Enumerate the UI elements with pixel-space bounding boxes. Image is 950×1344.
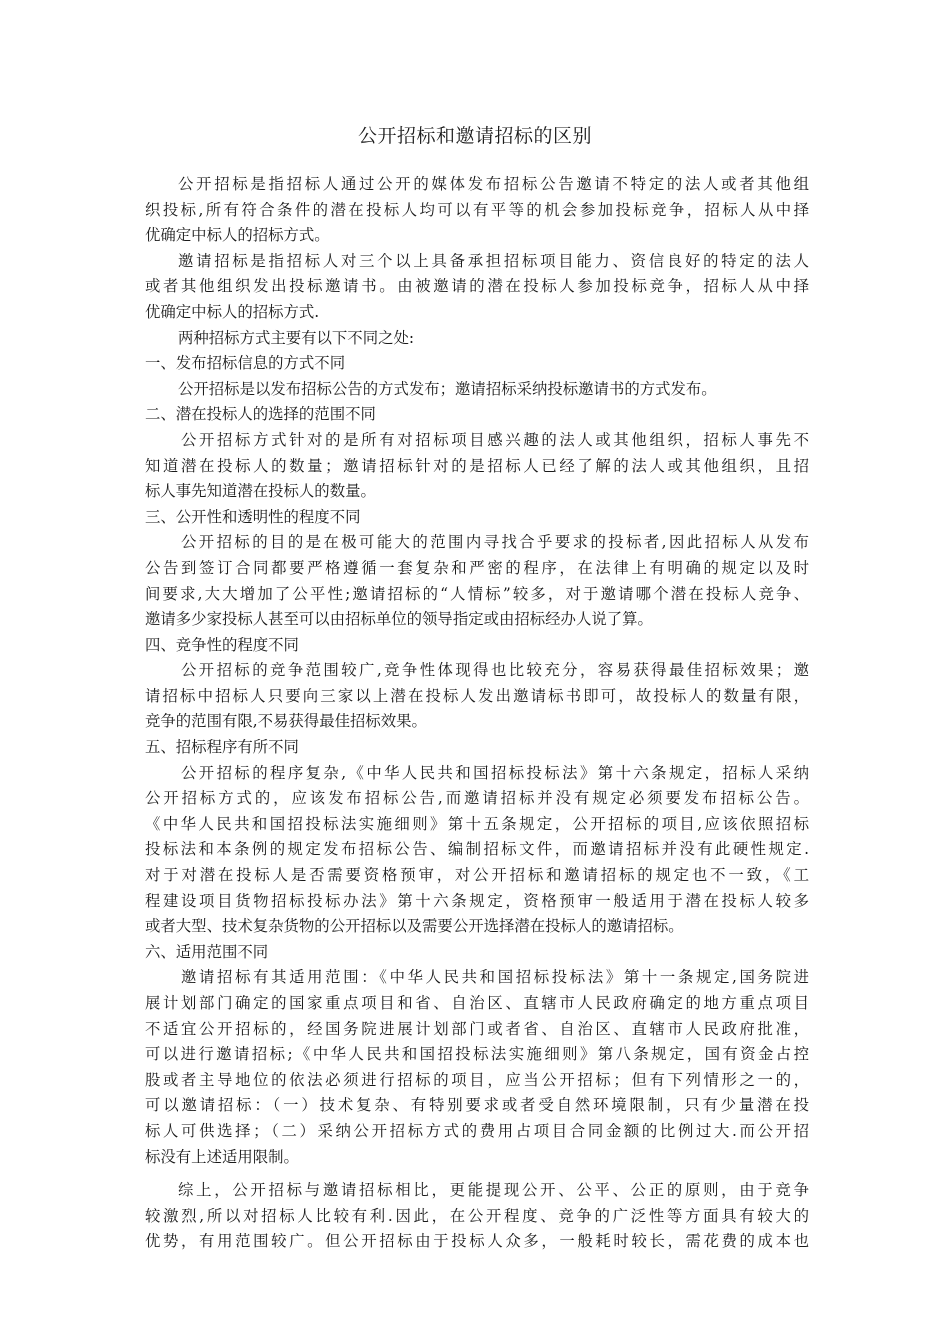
document-title: 公开招标和邀请招标的区别 bbox=[357, 125, 592, 147]
section-heading: 二、潜在投标人的选择的范围不同 bbox=[145, 405, 376, 424]
paragraph-line: 公开招标的目的是在极可能大的范围内寻找合乎要求的投标者,因此招标人从发布 bbox=[181, 533, 809, 552]
paragraph-line: 请招标中招标人只要向三家以上潜在投标人发出邀请标书即可，故投标人的数量有限， bbox=[145, 686, 809, 705]
paragraph-line: 或者其他组织发出投标邀请书。由被邀请的潜在投标人参加投标竞争，招标人从中择 bbox=[145, 277, 809, 296]
paragraph-line: 间要求,大大增加了公平性;邀请招标的“人情标”较多，对于邀请哪个潜在投标人竞争、 bbox=[145, 584, 809, 603]
paragraph-line: 标没有上述适用限制。 bbox=[145, 1147, 299, 1166]
paragraph-gap bbox=[145, 1170, 809, 1178]
paragraph-line: 邀请招标有其适用范围：《中华人民共和国招标投标法》第十一条规定,国务院进 bbox=[181, 968, 809, 987]
paragraph-line: 股或者主导地位的依法必须进行招标的项目，应当公开招标；但有下列情形之一的， bbox=[145, 1070, 809, 1089]
paragraph-line: 公告到签订合同都要严格遵循一套复杂和严密的程序，在法律上有明确的规定以及时 bbox=[145, 558, 809, 577]
document-body bbox=[145, 172, 809, 1255]
section-heading: 四、竞争性的程度不同 bbox=[145, 635, 299, 654]
paragraph-line: 公开招标方式针对的是所有对招标项目感兴趣的法人或其他组织，招标人事先不 bbox=[181, 430, 809, 449]
paragraph-line: 优势，有用范围较广。但公开招标由于投标人众多，一般耗时较长，需花费的成本也 bbox=[145, 1232, 809, 1251]
section-heading: 六、适用范围不同 bbox=[145, 942, 269, 961]
paragraph-line: 或者大型、技术复杂货物的公开招标以及需要公开选择潜在投标人的邀请招标。 bbox=[145, 917, 684, 936]
paragraph-line: 邀请招标是指招标人对三个以上具备承担招标项目能力、资信良好的特定的法人 bbox=[178, 251, 809, 270]
paragraph-line: 综上，公开招标与邀请招标相比，更能提现公开、公平、公正的原则，由于竞争 bbox=[178, 1181, 809, 1200]
section-heading: 三、公开性和透明性的程度不同 bbox=[145, 507, 361, 526]
paragraph-line: 公开招标的竞争范围较广,竞争性体现得也比较充分，容易获得最佳招标效果；邀 bbox=[181, 661, 809, 680]
paragraph-line: 公开招标是指招标人通过公开的媒体发布招标公告邀请不特定的法人或者其他组 bbox=[178, 175, 809, 193]
paragraph-line: 展计划部门确定的国家重点项目和省、自治区、直辖市人民政府确定的地方重点项目 bbox=[145, 994, 809, 1012]
paragraph-line: 《中华人民共和国招投标法实施细则》第十五条规定，公开招标的项目,应该依照招标 bbox=[145, 814, 809, 833]
paragraph-line: 优确定中标人的招标方式。 bbox=[145, 226, 330, 245]
paragraph-line: 公开招标是以发布招标公告的方式发布；邀请招标采纳投标邀请书的方式发布。 bbox=[178, 379, 717, 398]
paragraph-line: 投标法和本条例的规定发布招标公告、编制招标文件，而邀请招标并没有此硬性规定. bbox=[145, 840, 809, 859]
section-heading: 一、发布招标信息的方式不同 bbox=[145, 354, 346, 373]
paragraph-line: 较激烈,所以对招标人比较有利.因此，在公开程度、竞争的广泛性等方面具有较大的 bbox=[145, 1206, 809, 1225]
paragraph-line: 对于对潜在投标人是否需要资格预审，对公开招标和邀请招标的规定也不一致，《工 bbox=[145, 866, 809, 885]
paragraph-line: 可以邀请招标：（一）技术复杂、有特别要求或者受自然环境限制，只有少量潜在投 bbox=[145, 1096, 809, 1115]
paragraph-line: 标人事先知道潜在投标人的数量。 bbox=[145, 482, 376, 501]
paragraph-line: 优确定中标人的招标方式. bbox=[145, 302, 320, 321]
paragraph-line: 不适宜公开招标的，经国务院进展计划部门或者省、自治区、直辖市人民政府批准， bbox=[145, 1019, 809, 1038]
paragraph-line: 织投标,所有符合条件的潜在投标人均可以有平等的机会参加投标竞争，招标人从中择 bbox=[145, 200, 809, 219]
paragraph-line: 标人可供选择；（二）采纳公开招标方式的费用占项目合同金额的比例过大.而公开招 bbox=[145, 1121, 809, 1140]
paragraph-line: 两种招标方式主要有以下不同之处: bbox=[178, 328, 415, 347]
section-heading: 五、招标程序有所不同 bbox=[145, 738, 299, 757]
paragraph-line: 公开招标方式的，应该发布招标公告,而邀请招标并没有规定必须要发布招标公告。 bbox=[145, 789, 809, 808]
paragraph-line: 程建设项目货物招标投标办法》第十六条规定，资格预审一般适用于潜在投标人较多 bbox=[145, 891, 809, 910]
paragraph-line: 可以进行邀请招标;《中华人民共和国招投标法实施细则》第八条规定，国有资金占控 bbox=[145, 1045, 809, 1064]
paragraph-line: 邀请多少家投标人甚至可以由招标单位的领导指定或由招标经办人说了算。 bbox=[145, 610, 653, 629]
paragraph-line: 公开招标的程序复杂,《中华人民共和国招标投标法》第十六条规定，招标人采纳 bbox=[181, 763, 809, 782]
paragraph-line: 知道潜在投标人的数量；邀请招标针对的是招标人已经了解的法人或其他组织，且招 bbox=[145, 456, 809, 475]
paragraph-line: 竞争的范围有限,不易获得最佳招标效果。 bbox=[145, 712, 427, 731]
